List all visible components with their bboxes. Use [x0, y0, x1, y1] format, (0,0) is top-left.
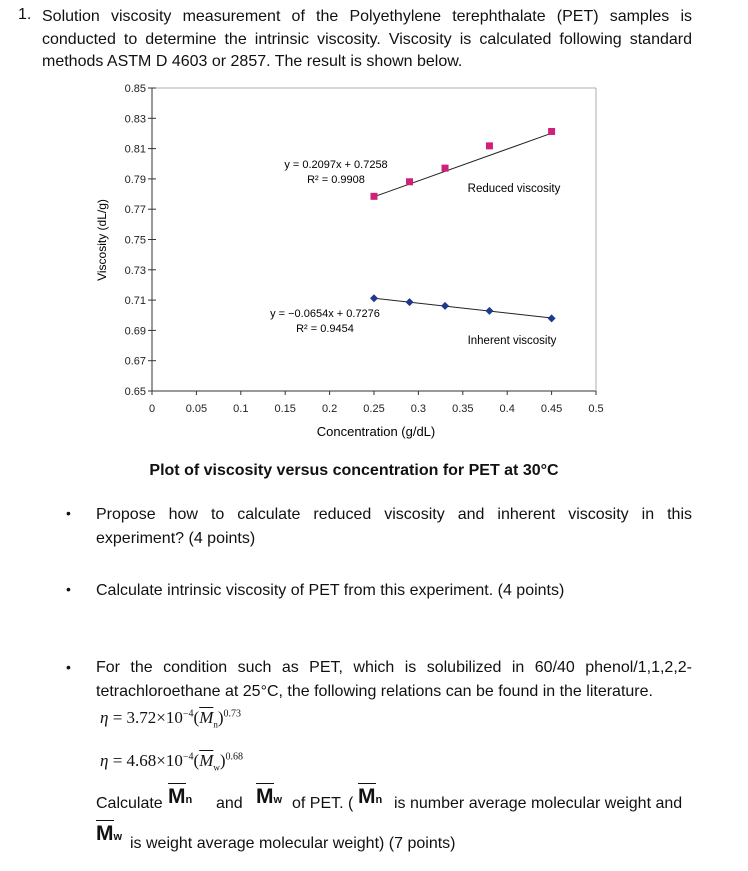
- reduced-viscosity-point: [548, 128, 555, 135]
- y-tick-label: 0.71: [124, 295, 146, 308]
- question-line-3: methods ASTM D 4603 or 2857. The result is shown below.: [42, 53, 463, 70]
- y-axis-label: Viscosity (dL/g): [95, 199, 109, 281]
- bullet-3-line-1: For the condition such as PET, which is solubilized in 60/40 phenol/1,1,2,2-: [96, 659, 692, 676]
- x-tick-label: 0: [148, 403, 156, 415]
- mn-symbol: Mn: [168, 785, 193, 808]
- x-tick-label: 0.35: [452, 403, 474, 415]
- y-tick-label: 0.73: [124, 264, 146, 277]
- x-tick-label: 0.1: [233, 403, 249, 415]
- inherent-viscosity-point: [406, 298, 414, 306]
- question-number: 1.: [18, 6, 32, 23]
- inherent-viscosity-point: [548, 314, 556, 322]
- inherent-legend-label: Inherent viscosity: [467, 335, 557, 347]
- calc-and: and: [216, 795, 243, 812]
- calc-word: Calculate: [96, 795, 163, 812]
- bullet-2-dot: •: [66, 581, 71, 597]
- chart-caption: Plot of viscosity versus concentration for PET at 30°C: [149, 462, 559, 479]
- mw-symbol: Mw: [256, 785, 283, 808]
- bullet-1-dot: •: [66, 505, 71, 521]
- x-axis-label: Concentration (g/dL): [316, 424, 436, 439]
- x-tick-label: 0.2: [321, 403, 338, 415]
- equation-mw: $\eta = 4.68\times 10^{-4}(\overline{M}_w)^{0.68}$: [100, 751, 244, 773]
- mw-symbol-2: Mw: [96, 822, 123, 845]
- y-tick-label: 0.83: [124, 113, 146, 126]
- mn-description: is number average molecular weight and: [394, 795, 683, 812]
- reduced-fit-r2: R² = 0.9908: [307, 174, 365, 186]
- y-tick-label: 0.85: [124, 83, 146, 95]
- y-tick-label: 0.81: [124, 143, 146, 156]
- y-tick-label: 0.75: [124, 234, 146, 247]
- equation-mn: $\eta = 3.72\times 10^{-4}(\overline{M}_n)^{0.73}$: [100, 708, 242, 730]
- question-line-1: Solution viscosity measurement of the Polyethylene terephthalate (PET) samples is: [42, 8, 692, 25]
- bullet-1-line-2: experiment? (4 points): [96, 530, 256, 547]
- question-line-2: conducted to determine the intrinsic viscosity. Viscosity is calculated following standard: [42, 30, 692, 48]
- y-tick-label: 0.67: [124, 355, 146, 368]
- bullet-3-text: [96, 656, 692, 704]
- x-tick-label: 0.45: [540, 403, 563, 415]
- x-tick-label: 0.25: [363, 403, 385, 415]
- calc-of-pet: of PET. (: [292, 795, 354, 812]
- reduced-viscosity-point: [486, 142, 493, 149]
- mw-description: is weight average molecular weight) (7 points): [130, 835, 456, 852]
- y-tick-label: 0.77: [124, 204, 146, 217]
- trendline-inherent: [374, 298, 552, 318]
- x-tick-label: 0.3: [410, 403, 427, 415]
- inherent-viscosity-point: [485, 307, 493, 315]
- bullet-3-line-2: tetrachloroethane at 25°C, the following relations can be found in the literature.: [96, 683, 653, 700]
- x-tick-label: 0.5: [588, 403, 604, 415]
- x-tick-label: 0.4: [499, 403, 515, 415]
- inherent-fit-r2: R² = 0.9454: [296, 323, 354, 335]
- bullet-1-line-1: Propose how to calculate reduced viscosity and inherent viscosity in this: [96, 506, 692, 523]
- y-tick-label: 0.79: [124, 173, 146, 186]
- mn-symbol-2: Mn: [358, 785, 383, 808]
- inherent-viscosity-point: [441, 302, 449, 310]
- bullet-1-text: [96, 503, 692, 551]
- inherent-fit-equation: y = −0.0654x + 0.7276: [270, 308, 380, 320]
- reduced-fit-equation: y = 0.2097x + 0.7258: [284, 159, 388, 171]
- reduced-viscosity-point: [442, 165, 449, 172]
- y-tick-label: 0.69: [124, 325, 146, 338]
- reduced-viscosity-point: [406, 178, 413, 185]
- reduced-legend-label: Reduced viscosity: [467, 183, 561, 195]
- y-tick-label: 0.65: [124, 386, 146, 398]
- bullet-3-dot: •: [66, 659, 71, 675]
- reduced-viscosity-point: [371, 193, 378, 200]
- bullet-2-text: Calculate intrinsic viscosity of PET from this experiment. (4 points): [96, 582, 565, 599]
- x-tick-label: 0.15: [274, 403, 296, 415]
- inherent-viscosity-point: [370, 294, 378, 302]
- x-tick-label: 0.05: [185, 403, 208, 415]
